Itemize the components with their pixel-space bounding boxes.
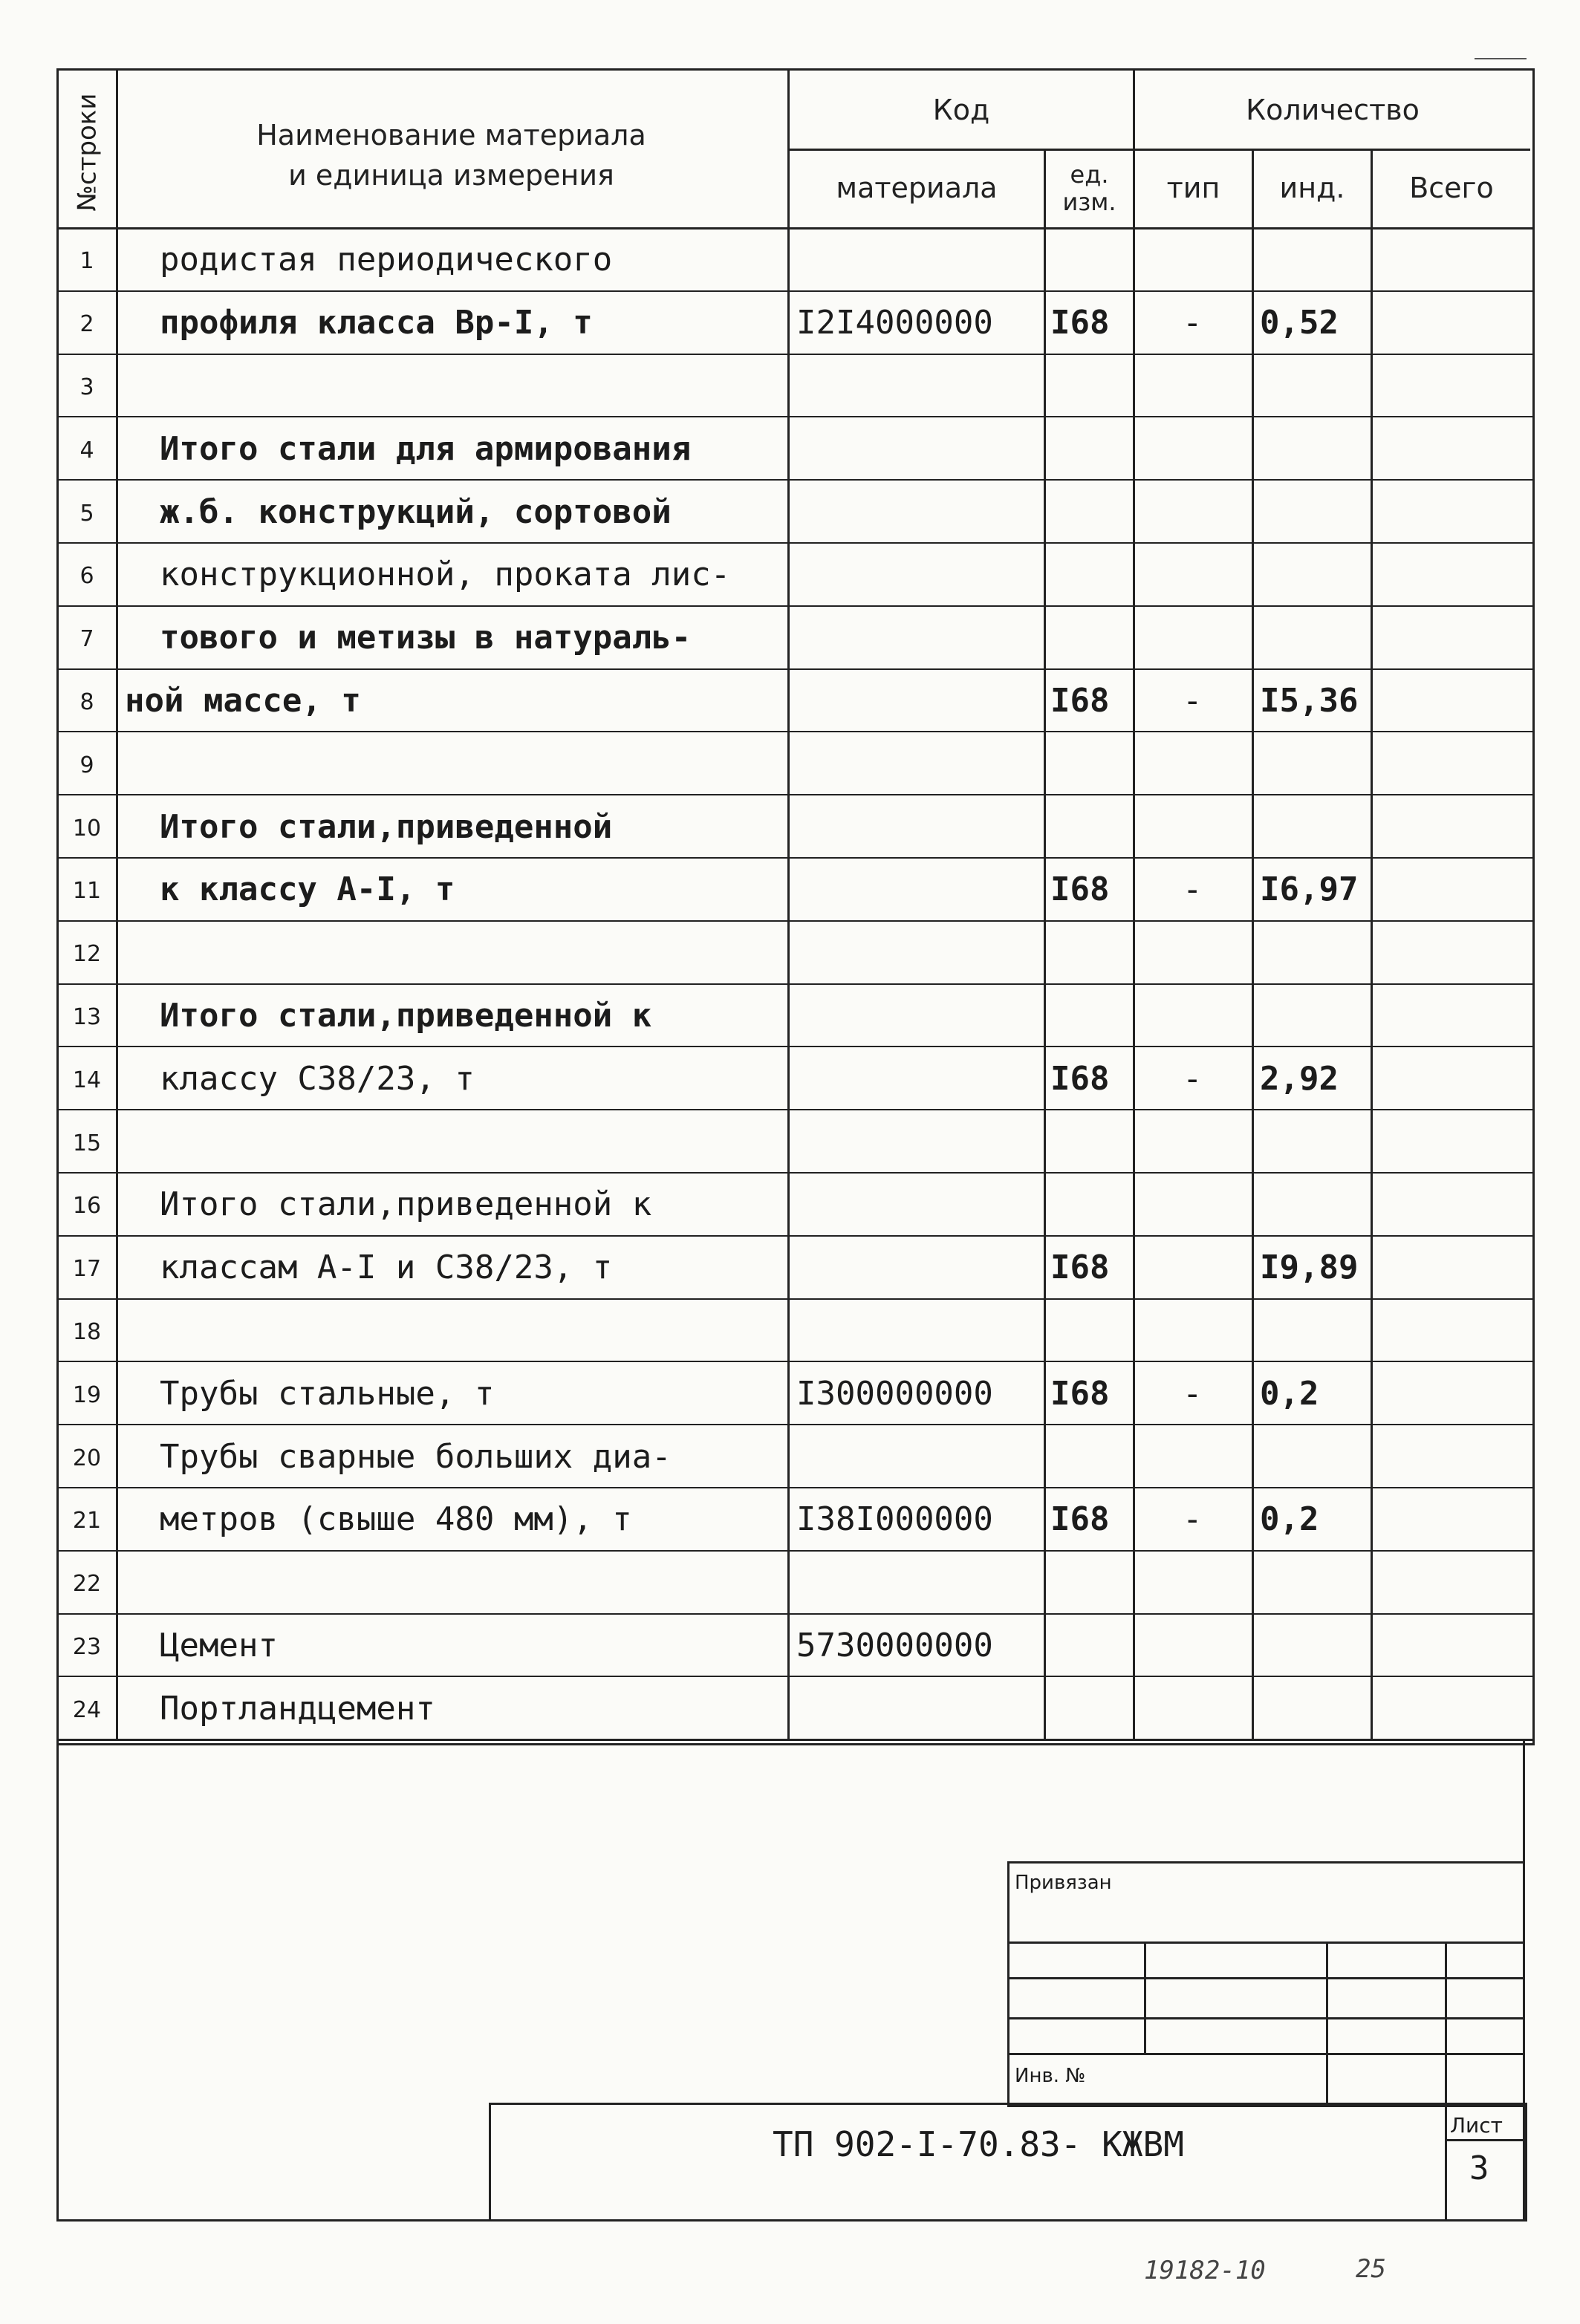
material-name: к классу А-I, т xyxy=(160,870,455,908)
unit-code: I68 xyxy=(1050,1500,1110,1538)
material-code: I300000000 xyxy=(796,1375,993,1413)
material-name: классам А-I и С38/23, т xyxy=(160,1249,613,1286)
sheet-label: Лист xyxy=(1450,2113,1503,2138)
material-name: тового и метизы в натураль- xyxy=(160,619,692,657)
unit-code: I68 xyxy=(1050,682,1110,720)
type-value: - xyxy=(1183,682,1203,720)
material-name: Трубы стальные, т xyxy=(160,1375,495,1413)
material-code: I38I000000 xyxy=(796,1500,993,1538)
type-value: - xyxy=(1183,304,1203,342)
code-header: Код xyxy=(932,94,990,127)
row-number: 16 xyxy=(72,1193,102,1219)
material-name: Портландцемент xyxy=(160,1690,435,1728)
document-code: ТП 902-I-70.83- КЖВМ xyxy=(773,2124,1184,2164)
row-number: 24 xyxy=(72,1697,102,1723)
row-number: 12 xyxy=(72,941,102,967)
row-number: 6 xyxy=(79,563,94,589)
type-value: - xyxy=(1183,870,1203,908)
ind-value: I6,97 xyxy=(1260,870,1359,908)
name-header: Наименование материала и единица измерения xyxy=(256,119,646,192)
material-name: метров (свыше 480 мм), т xyxy=(160,1500,632,1538)
material-name: конструкционной, проката лис- xyxy=(160,556,731,593)
material-name: Итого стали,приведенной к xyxy=(160,997,652,1035)
material-code: 5730000000 xyxy=(796,1627,993,1664)
row-number: 1 xyxy=(79,248,94,274)
type-value: - xyxy=(1183,1375,1203,1413)
ind-value: 0,52 xyxy=(1260,304,1339,342)
material-code: I2I4000000 xyxy=(796,304,993,342)
unit-code: I68 xyxy=(1050,304,1110,342)
material-header: материала xyxy=(836,172,998,205)
ind-value: 2,92 xyxy=(1260,1060,1339,1098)
row-number: 21 xyxy=(72,1508,102,1534)
row-number: 15 xyxy=(72,1130,102,1156)
ind-value: 0,2 xyxy=(1260,1375,1319,1413)
linked-label: Привязан xyxy=(1015,1872,1112,1894)
material-name: Итого стали,приведенной xyxy=(160,808,613,846)
ind-header: инд. xyxy=(1279,172,1345,205)
row-number: 19 xyxy=(72,1382,102,1408)
material-name: Итого стали для армирования xyxy=(160,430,692,468)
archive-page: 25 xyxy=(1356,2254,1386,2284)
ind-value: I9,89 xyxy=(1260,1249,1359,1286)
total-header: Всего xyxy=(1409,172,1494,205)
type-value: - xyxy=(1183,1500,1203,1538)
row-number: 22 xyxy=(72,1571,102,1597)
row-number: 8 xyxy=(79,689,94,715)
material-name: классу С38/23, т xyxy=(160,1060,475,1098)
material-name: Трубы сварные больших диа- xyxy=(160,1438,672,1476)
row-number-header: №строки xyxy=(72,93,103,212)
unit-code: I68 xyxy=(1050,1249,1110,1286)
material-name: профиля класса Вр-I, т xyxy=(160,304,593,342)
row-number: 10 xyxy=(72,816,102,842)
row-number: 4 xyxy=(79,437,94,463)
quantity-header: Количество xyxy=(1246,94,1420,127)
sheet-number: 3 xyxy=(1469,2149,1489,2187)
row-number: 9 xyxy=(79,752,94,778)
row-number: 7 xyxy=(79,626,94,652)
row-number: 13 xyxy=(72,1004,102,1030)
row-number: 23 xyxy=(72,1634,102,1660)
row-number: 5 xyxy=(79,501,94,527)
row-number: 2 xyxy=(79,311,94,337)
inventory-label: Инв. № xyxy=(1015,2065,1086,2087)
row-number: 14 xyxy=(72,1067,102,1093)
archive-number: 19182-10 xyxy=(1144,2256,1266,2285)
material-name: родистая периодического xyxy=(160,241,613,279)
unit-header: ед. изм. xyxy=(1062,160,1116,216)
corner-mark xyxy=(1475,58,1527,59)
material-name: ной массе, т xyxy=(125,682,361,720)
material-name: Итого стали,приведенной к xyxy=(160,1185,652,1223)
type-header: тип xyxy=(1166,172,1220,205)
row-number: 11 xyxy=(72,878,102,904)
material-name: ж.б. конструкций, сортовой xyxy=(160,493,672,531)
type-value: - xyxy=(1183,1060,1203,1098)
unit-code: I68 xyxy=(1050,1375,1110,1413)
row-number: 18 xyxy=(72,1319,102,1345)
row-number: 17 xyxy=(72,1256,102,1282)
ind-value: 0,2 xyxy=(1260,1500,1319,1538)
unit-code: I68 xyxy=(1050,1060,1110,1098)
unit-code: I68 xyxy=(1050,870,1110,908)
row-number: 20 xyxy=(72,1445,102,1471)
ind-value: I5,36 xyxy=(1260,682,1359,720)
row-number: 3 xyxy=(79,374,94,400)
material-name: Цемент xyxy=(160,1627,278,1664)
